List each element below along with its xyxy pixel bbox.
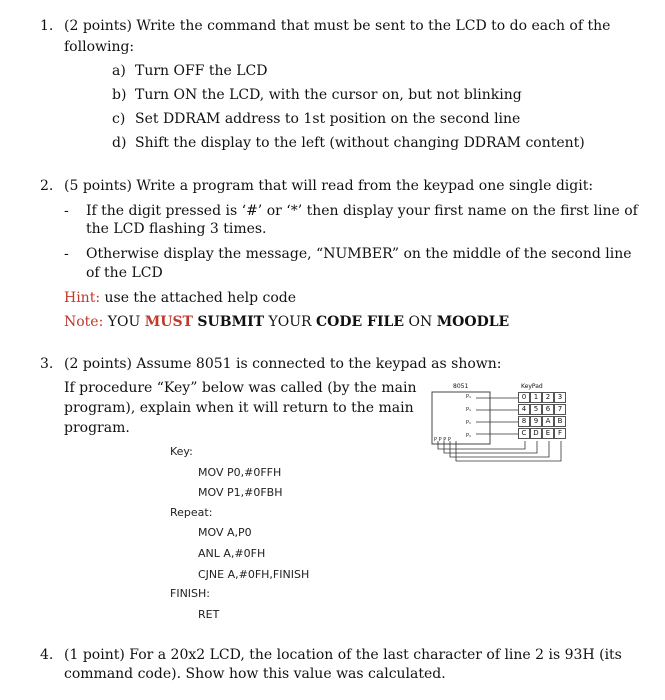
code-line6: RET: [198, 608, 220, 621]
q4-number: 4.: [40, 647, 54, 663]
q1-item-b-text: Turn ON the LCD, with the cursor on, but not blinking: [135, 87, 522, 103]
hint-text: use the attached help code: [100, 290, 297, 306]
q2-bullet2-dash: -: [64, 246, 69, 262]
keypad-key-c: C: [518, 428, 530, 439]
q3-para-line2: program), explain when it will return to the main: [64, 400, 414, 416]
pin-p1-0-label: P₁: [466, 394, 472, 400]
keypad-key-9: 9: [530, 416, 542, 427]
keypad-grid: [518, 392, 566, 440]
q2-text: (5 points) Write a program that will read from the keypad one single digit:: [64, 178, 594, 194]
keypad-key-b: B: [554, 416, 566, 427]
keypad-key-6: 6: [542, 404, 554, 415]
note-must: MUST: [144, 314, 193, 330]
q1-number: 1.: [40, 18, 54, 34]
q1-item-d-label: d): [112, 135, 127, 151]
q2-bullet1-dash: -: [64, 203, 69, 219]
q3-para-line3: program.: [64, 420, 130, 436]
pin-p1-1-label: P₁: [466, 407, 472, 413]
keypad-key-3: 3: [554, 392, 566, 403]
keypad-label: KeyPad: [521, 383, 543, 390]
keypad-key-7: 7: [554, 404, 566, 415]
code-line2: MOV P1,#0FBH: [198, 486, 283, 499]
note-submit: SUBMIT: [197, 314, 265, 330]
q2-bullet1-line2: the LCD flashing 3 times.: [86, 221, 267, 237]
q3-number: 3.: [40, 356, 54, 372]
keypad-key-e: E: [542, 428, 554, 439]
note-code-file: CODE FILE: [316, 314, 405, 330]
q2-bullet2-line1: Otherwise display the message, “NUMBER” on the middle of the second line: [86, 246, 632, 262]
note-label: Note:: [64, 314, 104, 330]
chip-label: 8051: [453, 383, 469, 390]
code-finish-label: FINISH:: [170, 587, 211, 600]
keypad-key-d: D: [530, 428, 542, 439]
keypad-key-a: A: [542, 416, 554, 427]
keypad-key-4: 4: [518, 404, 530, 415]
q2-number: 2.: [40, 178, 54, 194]
code-key-label: Key:: [170, 445, 193, 458]
keypad-key-f: F: [554, 428, 566, 439]
keypad-key-5: 5: [530, 404, 542, 415]
q1-text-line2: following:: [64, 39, 135, 55]
code-line4: ANL A,#0FH: [198, 547, 266, 560]
q4-text-line2: command code). Show how this value was calculated.: [64, 666, 446, 682]
q4-text-line1: (1 point) For a 20x2 LCD, the location of the last character of line 2 is 93H (its: [64, 647, 622, 663]
q2-bullet1-line1: If the digit pressed is ‘#’ or ‘*’ then display your first name on the first line of: [86, 203, 638, 219]
pin-p1-2-label: P₁: [466, 420, 472, 426]
q3-text: (2 points) Assume 8051 is connected to the keypad as shown:: [64, 356, 502, 372]
keypad-key-2: 2: [542, 392, 554, 403]
q1-item-d-text: Shift the display to the left (without changing DDRAM content): [135, 135, 585, 151]
code-line1: MOV P0,#0FFH: [198, 466, 282, 479]
hint-label: Hint:: [64, 290, 101, 306]
code-repeat-label: Repeat:: [170, 506, 213, 519]
q1-item-a-text: Turn OFF the LCD: [135, 63, 268, 79]
note-on: ON: [404, 314, 437, 330]
q1-item-c-label: c): [112, 111, 126, 127]
q1-text-line1: (2 points) Write the command that must be sent to the LCD to do each of the: [64, 18, 611, 34]
note-your: YOUR: [264, 314, 317, 330]
q1-item-b-label: b): [112, 87, 127, 103]
q1-item-a-label: a): [112, 63, 126, 79]
q2-bullet2-line2: of the LCD: [86, 265, 163, 281]
q3-para-line1: If procedure “Key” below was called (by the main: [64, 380, 417, 396]
code-line5: CJNE A,#0FH,FINISH: [198, 568, 310, 581]
keypad-key-1: 1: [530, 392, 542, 403]
q1-item-c-text: Set DDRAM address to 1st position on the second line: [135, 111, 521, 127]
q2-note: [64, 313, 509, 331]
note-you: YOU: [103, 314, 145, 330]
pin-p1-3-label: P₁: [466, 433, 472, 439]
keypad-diagram: [430, 383, 570, 463]
q2-hint: [64, 289, 296, 307]
code-line3: MOV A,P0: [198, 526, 252, 539]
pin-p0-labels: P P P P: [434, 437, 451, 443]
col-line-0: [438, 441, 525, 449]
keypad-key-0: 0: [518, 392, 530, 403]
keypad-key-8: 8: [518, 416, 530, 427]
note-moodle: MOODLE: [436, 314, 510, 330]
